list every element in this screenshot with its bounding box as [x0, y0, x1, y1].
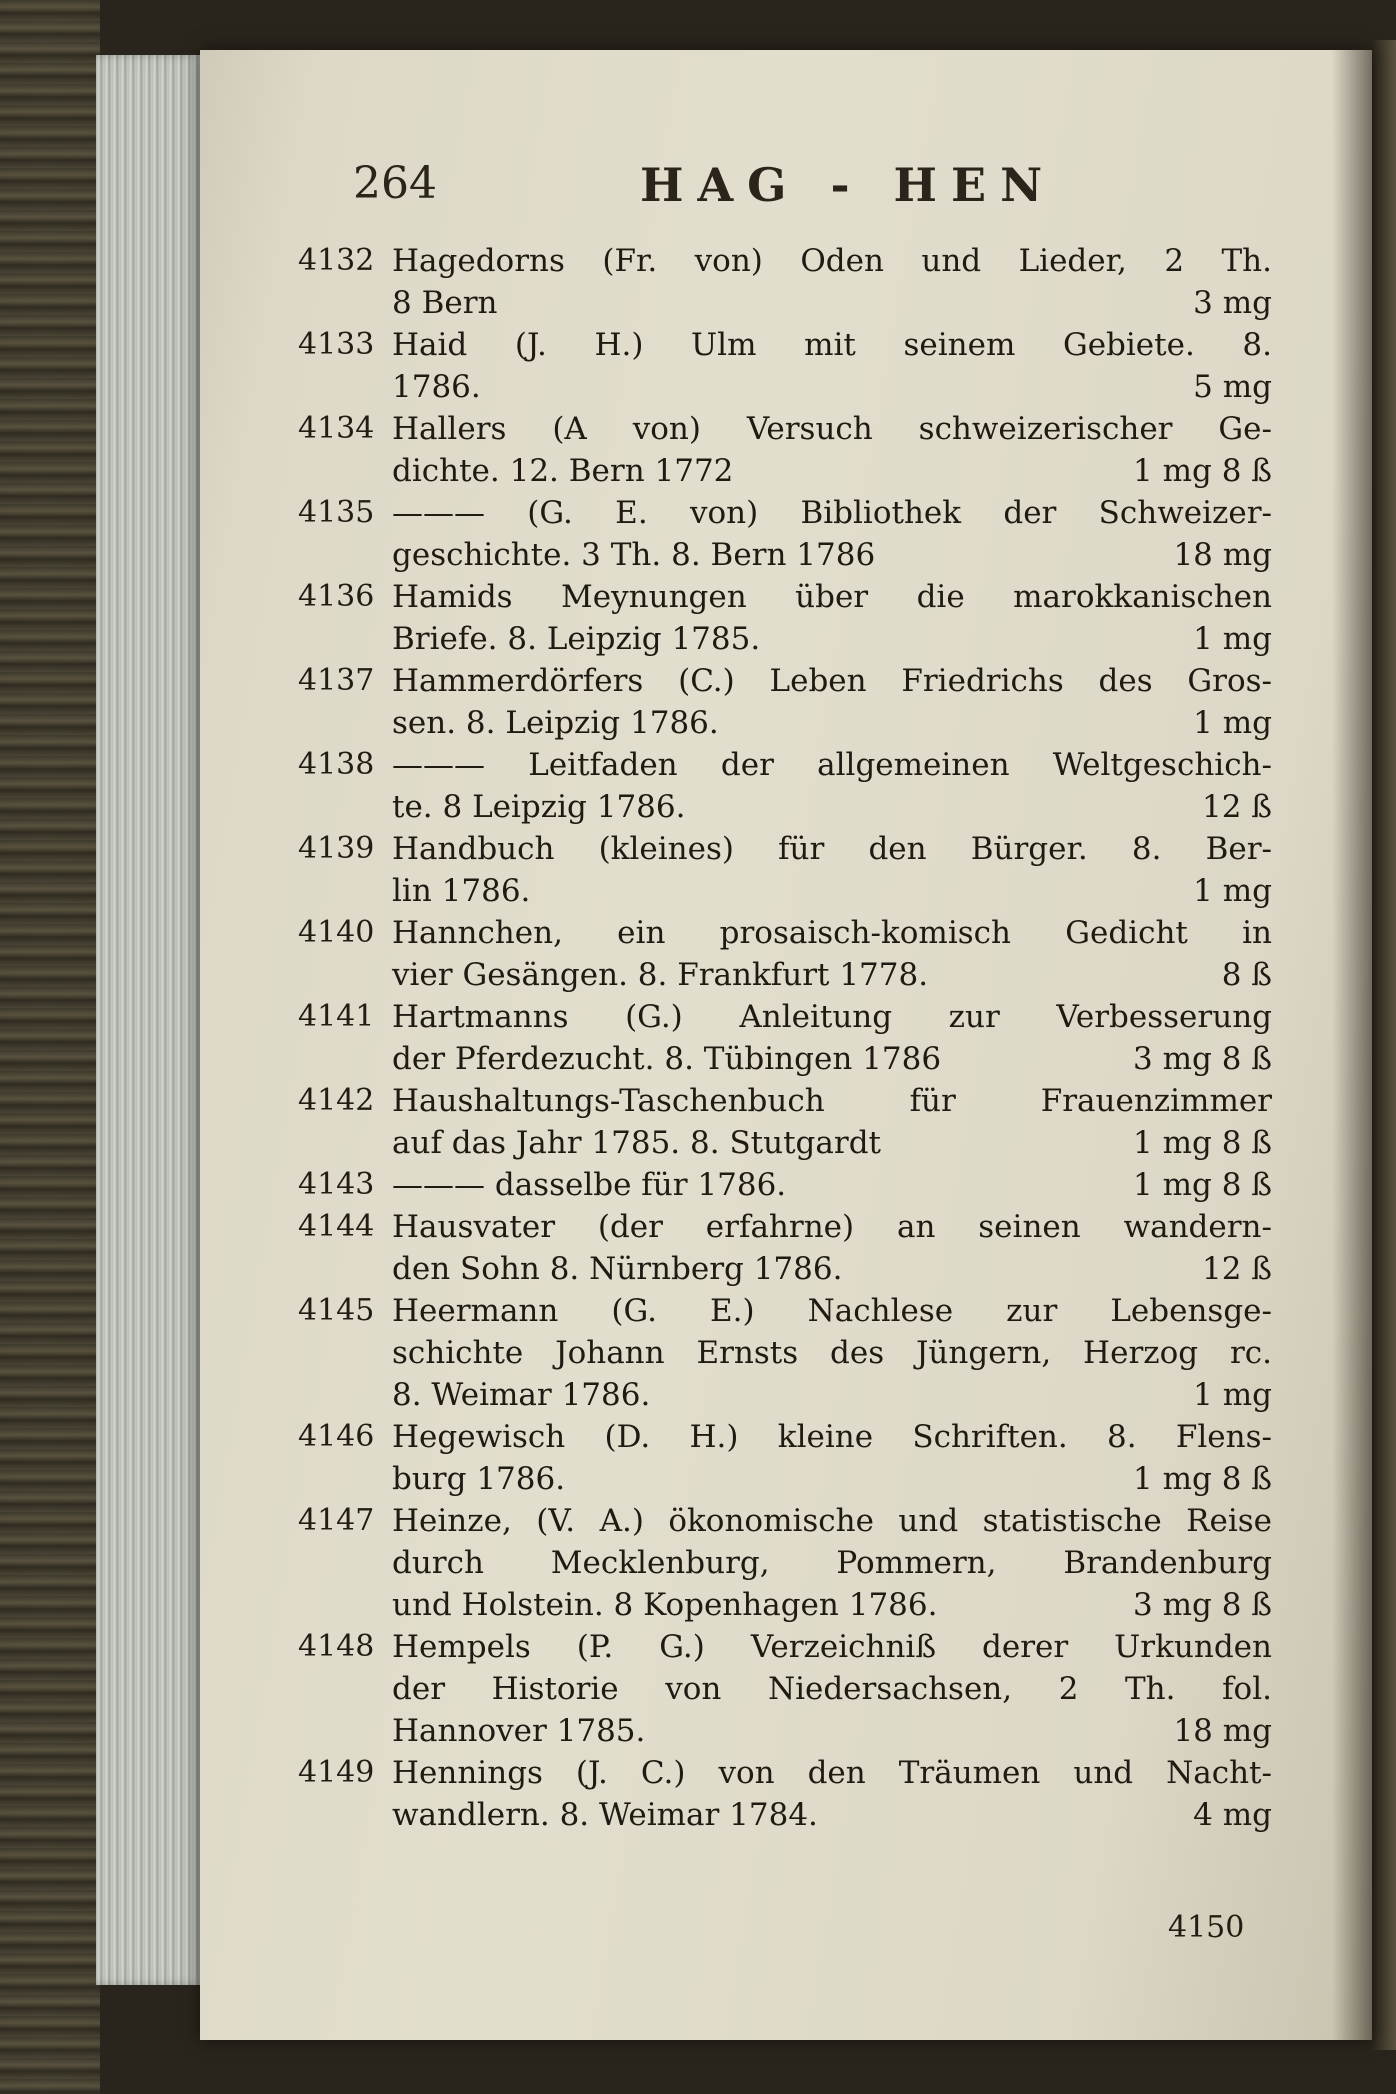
catalog-entry [298, 828, 1272, 912]
catchword: 4150 [1168, 1910, 1245, 1945]
catalog-entry [298, 912, 1272, 996]
catalog-entry [298, 1290, 1272, 1416]
catalog-entry [298, 1416, 1272, 1500]
catalog-entry [298, 1164, 1272, 1206]
entry-imprint-line [392, 1122, 1272, 1164]
entry-imprint-line [392, 1458, 1272, 1500]
entry-text-line: ——— Leitfaden der allgemeinen Weltgeschich- [392, 747, 1272, 783]
entry-imprint-line [392, 870, 1272, 912]
entry-text-line: durch Mecklenburg, Pommern, Brandenburg [392, 1545, 1272, 1581]
catalog-entry [298, 1206, 1272, 1290]
entry-text-line: schichte Johann Ernsts des Jüngern, Herzog rc. [392, 1335, 1272, 1371]
entry-imprint: lin 1786. [392, 873, 531, 909]
entry-number: 4144 [298, 1209, 375, 1244]
entry-text-line: der Historie von Niedersachsen, 2 Th. fol. [392, 1671, 1272, 1707]
entry-imprint: te. 8 Leipzig 1786. [392, 789, 686, 825]
entry-imprint: Hannover 1785. [392, 1713, 646, 1749]
entry-imprint-line [392, 618, 1272, 660]
entry-imprint: den Sohn 8. Nürnberg 1786. [392, 1251, 843, 1287]
entry-imprint: auf das Jahr 1785. 8. Stutgardt [392, 1125, 882, 1161]
entry-text-line: Hegewisch (D. H.) kleine Schriften. 8. Flens- [392, 1419, 1272, 1455]
entry-imprint: Briefe. 8. Leipzig 1785. [392, 621, 761, 657]
entry-text-line: Heermann (G. E.) Nachlese zur Lebensge- [392, 1293, 1272, 1329]
entry-imprint-line [392, 786, 1272, 828]
entry-imprint-line [392, 954, 1272, 996]
entry-number: 4146 [298, 1419, 375, 1454]
entry-price: 12 ß [1201, 1251, 1272, 1287]
entry-imprint: burg 1786. [392, 1461, 566, 1497]
entry-imprint-line [392, 1248, 1272, 1290]
facing-page-edge [1372, 40, 1396, 2050]
entry-number: 4148 [298, 1629, 375, 1664]
entry-price: 1 mg 8 ß [1133, 1167, 1272, 1203]
running-head [200, 158, 1270, 228]
entry-price: 18 mg [1173, 1713, 1272, 1749]
entry-number: 4137 [298, 663, 375, 698]
catalog-entry [298, 576, 1272, 660]
entry-imprint-line [392, 282, 1272, 324]
entry-text-line: Hagedorns (Fr. von) Oden und Lieder, 2 Th. [392, 243, 1272, 279]
entry-text-line: Hempels (P. G.) Verzeichniß derer Urkunden [392, 1629, 1272, 1665]
entry-price: 3 mg 8 ß [1133, 1587, 1272, 1623]
catalog-entry [298, 492, 1272, 576]
entry-price: 5 mg [1193, 369, 1272, 405]
catalog-entry [298, 1500, 1272, 1626]
catalog-entry [298, 240, 1272, 324]
entry-text-line: Hannchen, ein prosaisch-komisch Gedicht in [392, 915, 1272, 951]
entry-imprint-line [392, 702, 1272, 744]
entry-imprint-line [392, 1038, 1272, 1080]
entry-number: 4147 [298, 1503, 375, 1538]
entry-price: 1 mg [1193, 621, 1272, 657]
entry-number: 4136 [298, 579, 375, 614]
entry-price: 1 mg 8 ß [1133, 1461, 1272, 1497]
entry-imprint: wandlern. 8. Weimar 1784. [392, 1797, 818, 1833]
entry-number: 4134 [298, 411, 375, 446]
entry-price: 1 mg [1193, 1377, 1272, 1413]
entry-imprint-line [392, 1374, 1272, 1416]
entry-price: 1 mg [1193, 873, 1272, 909]
book-spine [0, 0, 100, 2094]
entry-number: 4145 [298, 1293, 375, 1328]
entry-price: 1 mg 8 ß [1133, 1125, 1272, 1161]
entry-imprint: ——— dasselbe für 1786. [392, 1167, 787, 1203]
entry-text-line: Hartmanns (G.) Anleitung zur Verbesserung [392, 999, 1272, 1035]
page-block-edges [96, 55, 204, 1985]
running-title: HAG - HEN [640, 158, 1057, 212]
entry-text-line: Heinze, (V. A.) ökonomische und statistische Reise [392, 1503, 1272, 1539]
entry-text-line: Haid (J. H.) Ulm mit seinem Gebiete. 8. [392, 327, 1272, 363]
entry-imprint: dichte. 12. Bern 1772 [392, 453, 734, 489]
catalog-entry [298, 996, 1272, 1080]
entry-imprint: und Holstein. 8 Kopenhagen 1786. [392, 1587, 938, 1623]
entry-number: 4140 [298, 915, 375, 950]
entry-imprint: geschichte. 3 Th. 8. Bern 1786 [392, 537, 876, 573]
catalog-entries [298, 240, 1272, 1836]
entry-price: 12 ß [1201, 789, 1272, 825]
entry-price: 3 mg 8 ß [1133, 1041, 1272, 1077]
entry-price: 8 ß [1221, 957, 1272, 993]
page-number: 264 [353, 158, 437, 209]
entry-number: 4139 [298, 831, 375, 866]
entry-text-line: Handbuch (kleines) für den Bürger. 8. Ber- [392, 831, 1272, 867]
entry-imprint-line [392, 366, 1272, 408]
entry-price: 4 mg [1193, 1797, 1272, 1833]
entry-text-line: ——— (G. E. von) Bibliothek der Schweizer- [392, 495, 1272, 531]
entry-text-line: Hamids Meynungen über die marokkanischen [392, 579, 1272, 615]
catalog-entry [298, 660, 1272, 744]
entry-imprint: sen. 8. Leipzig 1786. [392, 705, 719, 741]
entry-imprint: 1786. [392, 369, 481, 405]
entry-price: 3 mg [1193, 285, 1272, 321]
entry-imprint-line [392, 450, 1272, 492]
entry-imprint-line [392, 1794, 1272, 1836]
catalog-entry [298, 324, 1272, 408]
page-gutter [1332, 50, 1372, 2040]
entry-text-line: Hennings (J. C.) von den Träumen und Nacht- [392, 1755, 1272, 1791]
catalog-entry [298, 1752, 1272, 1836]
catalog-entry [298, 1080, 1272, 1164]
entry-text-line: Hallers (A von) Versuch schweizerischer Ge- [392, 411, 1272, 447]
entry-imprint: 8. Weimar 1786. [392, 1377, 651, 1413]
entry-imprint: vier Gesängen. 8. Frankfurt 1778. [392, 957, 929, 993]
entry-number: 4143 [298, 1167, 375, 1202]
entry-price: 18 mg [1173, 537, 1272, 573]
entry-imprint-line [392, 1164, 1272, 1206]
entry-price: 1 mg 8 ß [1133, 453, 1272, 489]
entry-text-line: Hammerdörfers (C.) Leben Friedrichs des Gros- [392, 663, 1272, 699]
catalog-entry [298, 1626, 1272, 1752]
entry-number: 4132 [298, 243, 375, 278]
entry-text-line: Haushaltungs-Taschenbuch für Frauenzimmer [392, 1083, 1272, 1119]
entry-imprint-line [392, 1584, 1272, 1626]
entry-imprint-line [392, 1710, 1272, 1752]
entry-imprint: der Pferdezucht. 8. Tübingen 1786 [392, 1041, 942, 1077]
catalog-entry [298, 408, 1272, 492]
entry-number: 4141 [298, 999, 375, 1034]
entry-number: 4142 [298, 1083, 375, 1118]
entry-imprint-line [392, 534, 1272, 576]
entry-price: 1 mg [1193, 705, 1272, 741]
entry-imprint: 8 Bern [392, 285, 498, 321]
entry-number: 4133 [298, 327, 375, 362]
entry-number: 4149 [298, 1755, 375, 1790]
entry-text-line: Hausvater (der erfahrne) an seinen wandern- [392, 1209, 1272, 1245]
catalog-entry [298, 744, 1272, 828]
entry-number: 4135 [298, 495, 375, 530]
entry-number: 4138 [298, 747, 375, 782]
